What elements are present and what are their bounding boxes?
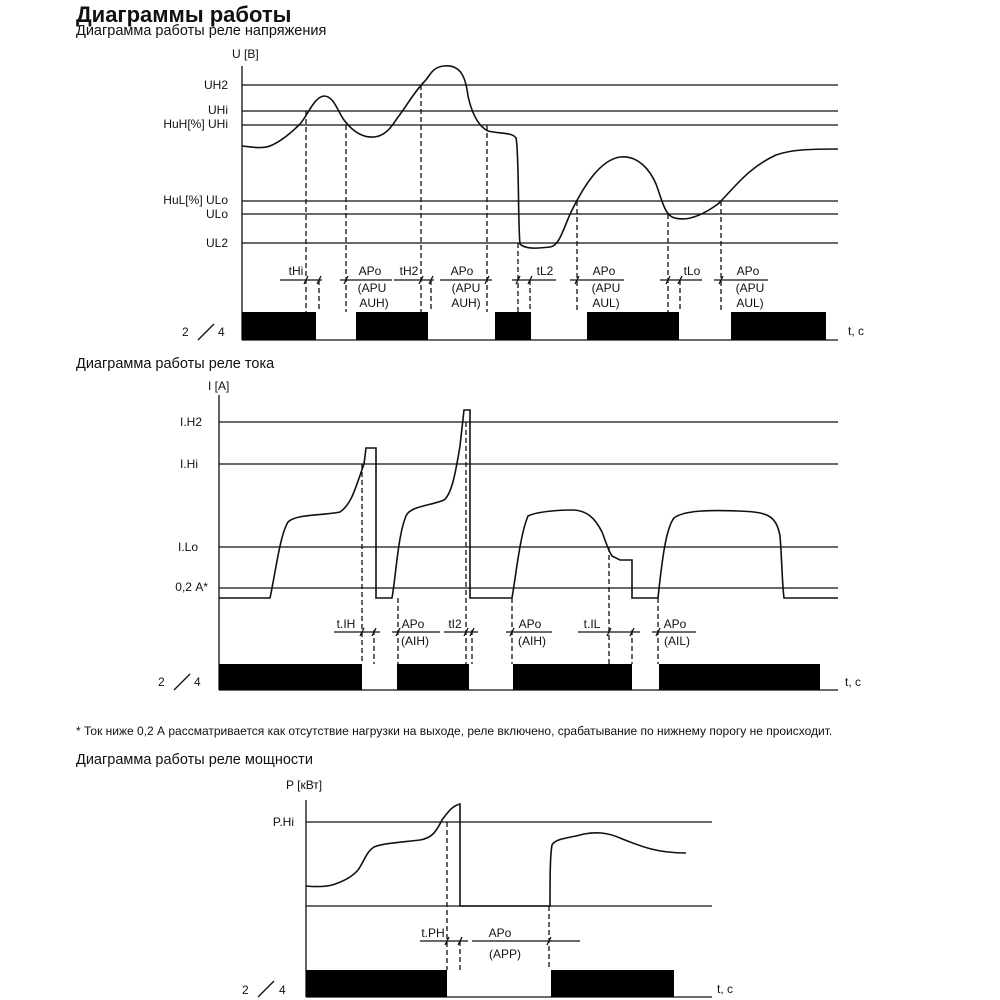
apo-label: APo [401,617,425,631]
apo-sub: (APP) [488,947,522,961]
level-huh: HuH[%] UHi [163,117,228,131]
apo-label: APo [736,264,760,278]
v-relay-on [495,312,531,340]
v-relay-on [356,312,428,340]
current-relay-bars [219,664,820,690]
footnote: * Ток ниже 0,2 А рассматривается как отсутствие нагрузки на выходе, реле включено, срабатывание по нижнему порогу не происходит. [76,724,833,738]
level-ihi: I.Hi [180,457,198,471]
p-relay-right: 4 [279,983,286,997]
apo-label: APo [592,264,616,278]
power-axis-x: t, с [717,982,734,996]
apo-sub: (APU [591,281,621,295]
i-relay-on [219,664,362,690]
apo-label: APo [450,264,474,278]
apo-sub: (APU [735,281,765,295]
apo-label: APo [488,926,512,940]
current-curve [219,410,838,598]
power-curve [306,804,686,906]
apo-sub: (AIH) [401,634,429,648]
v-relay-on [731,312,826,340]
v-relay-on [587,312,679,340]
timer-tih: t.IH [336,617,356,631]
p-relay-symbol [258,981,274,997]
level-phi: P.Hi [272,815,294,829]
apo-sub: (AIH) [518,634,546,648]
apo-sub: AUH) [451,296,481,310]
timer-thi: tHi [288,264,304,278]
power-relay-bars [306,970,674,997]
power-axis-y: P [кВт] [286,778,323,792]
apo-label: APo [358,264,382,278]
current-axis-x: t, с [845,675,862,689]
apo-sub: AUL) [592,296,620,310]
level-ih2: I.H2 [179,415,202,429]
timer-ti2: tI2 [448,617,462,631]
i-relay-symbol [174,674,190,690]
v-relay-symbol [198,324,214,340]
apo-sub: (APU [357,281,387,295]
level-uh2: UH2 [203,78,228,92]
p-relay-on [551,970,674,997]
p-relay-on [306,970,447,997]
i-relay-on [513,664,632,690]
level-uhi: UHi [208,103,228,117]
current-axis-y: I [А] [208,379,230,393]
apo-label: APo [518,617,542,631]
timer-tl2: tL2 [536,264,554,278]
voltage-axis-y: U [В] [232,47,259,61]
voltage-curve [242,66,838,248]
apo-sub: (AIL) [663,634,691,648]
level-i02: 0,2 А* [175,580,208,594]
p-relay-left: 2 [242,983,249,997]
level-ilo: I.Lo [177,540,198,554]
voltage-axis-x: t, с [848,324,865,338]
voltage-relay-bars [242,312,826,340]
timer-tlo: tLo [683,264,701,278]
current-subtitle: Диаграмма работы реле тока [76,356,275,372]
i-relay-left: 2 [158,675,165,689]
level-hul: HuL[%] ULo [163,193,228,207]
i-relay-on [659,664,820,690]
apo-label: APo [663,617,687,631]
page-title: Диаграммы работы [76,2,292,27]
i-relay-on [397,664,469,690]
timer-til: t.IL [583,617,601,631]
apo-sub: (APU [451,281,481,295]
i-relay-right: 4 [194,675,201,689]
v-relay-right: 4 [218,325,225,339]
timer-tph: t.PH [421,926,445,940]
apo-sub: AUL) [736,296,764,310]
power-subtitle: Диаграмма работы реле мощности [76,752,313,768]
v-relay-on [242,312,316,340]
level-ul2: UL2 [205,236,228,250]
voltage-subtitle: Диаграмма работы реле напряжения [76,23,327,39]
level-ulo: ULo [205,207,228,221]
apo-sub: AUH) [359,296,389,310]
v-relay-left: 2 [182,325,189,339]
timer-th2: tH2 [399,264,419,278]
